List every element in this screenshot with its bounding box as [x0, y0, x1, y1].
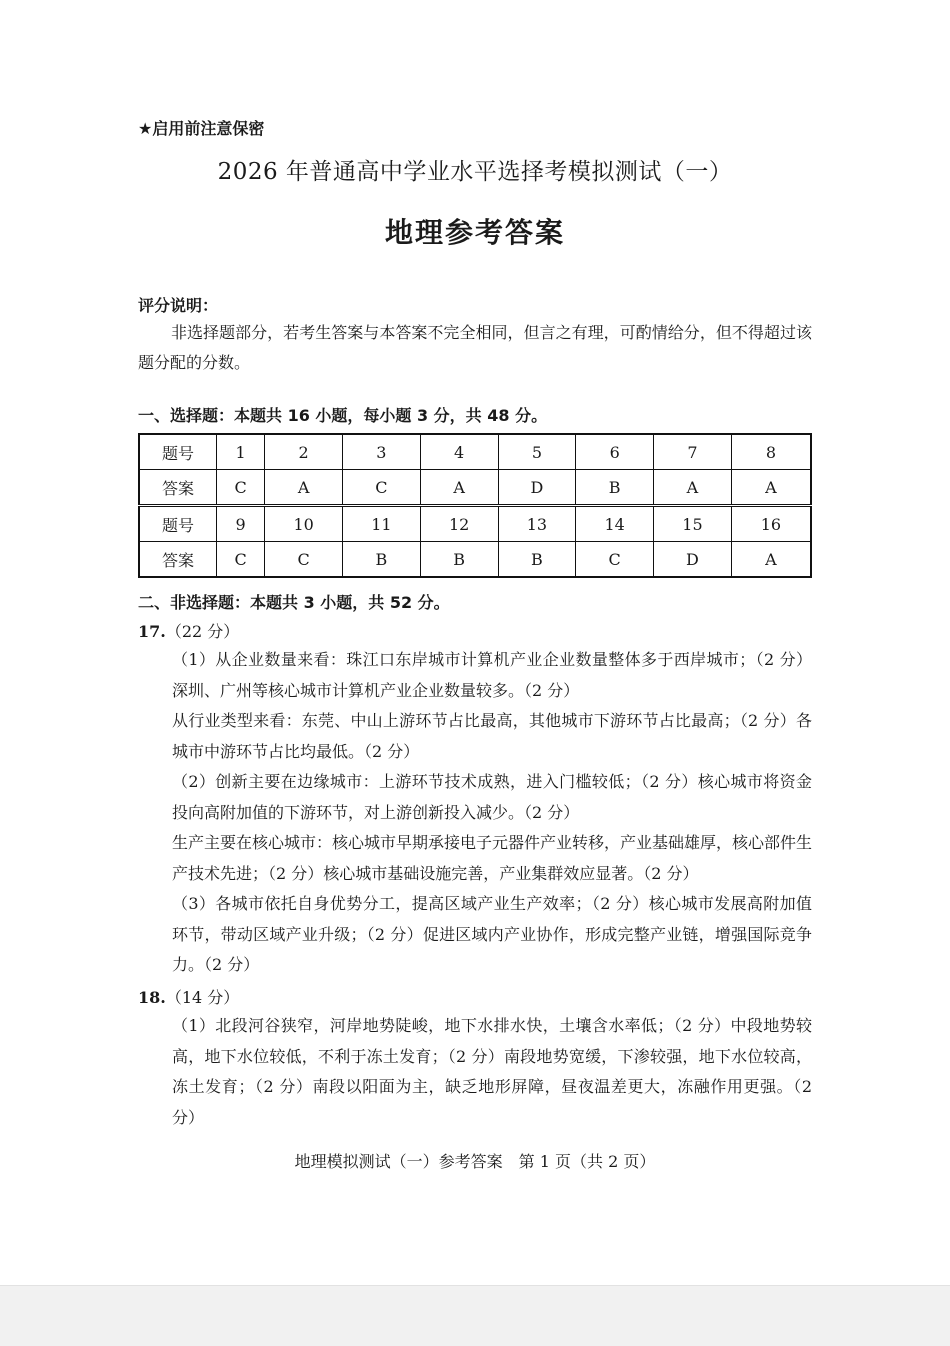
table-row — [139, 434, 811, 470]
page-footer: 地理模拟测试（一）参考答案 第 1 页（共 2 页） — [294, 1152, 656, 1171]
answer-cell: A — [654, 470, 732, 506]
grading-heading: 评分说明： — [138, 296, 219, 315]
question-17-header — [138, 619, 239, 642]
row-label: 答案 — [139, 470, 217, 506]
question-18-header — [138, 985, 239, 1008]
answer-cell: B — [576, 470, 654, 506]
viewer-bottom-strip — [0, 1285, 950, 1346]
answer-paragraph: 生产主要在核心城市：核心城市早期承接电子元器件产业转移，产业基础雄厚，核心部件生产技术先进；（2 分）核心城市基础设施完善，产业集群效应显著。（2 分） — [172, 833, 813, 883]
answer-cell: A — [265, 470, 343, 506]
row-label: 题号 — [139, 434, 217, 470]
question-number: 3 — [343, 434, 421, 470]
table-row — [139, 506, 811, 542]
question-points: （14 分） — [165, 988, 240, 1007]
question-number: 10 — [265, 506, 343, 542]
grading-instructions: 非选择题部分，若考生答案与本答案不完全相同，但言之有理，可酌情给分，但不得超过该题分配的分数。 — [138, 323, 812, 372]
question-number: 15 — [654, 506, 732, 542]
answer-cell: A — [731, 542, 811, 578]
confidential-notice: ★启用前注意保密 — [138, 119, 265, 138]
answer-cell: C — [576, 542, 654, 578]
question-number: 13 — [498, 506, 576, 542]
answer-cell: B — [420, 542, 498, 578]
question-number: 18. — [138, 988, 166, 1007]
question-number: 8 — [731, 434, 811, 470]
question-number: 4 — [420, 434, 498, 470]
document-title: 地理参考答案 — [384, 216, 565, 249]
answer-cell: C — [217, 542, 265, 578]
answer-cell: B — [343, 542, 421, 578]
section2-heading: 二、非选择题：本题共 3 小题，共 52 分。 — [138, 593, 450, 612]
question-number: 5 — [498, 434, 576, 470]
answer-cell: A — [731, 470, 811, 506]
answer-cell: C — [343, 470, 421, 506]
question-number: 14 — [576, 506, 654, 542]
row-label: 答案 — [139, 542, 217, 578]
answer-paragraph: （1）北段河谷狭窄，河岸地势陡峻，地下水排水快，土壤含水率低；（2 分）中段地势较高，地下水位较低，不利于冻土发育；（2 分）南段地势宽缓，下渗较强，地下水位较高，冻土发育；（2 分）南段以阳面为主，缺乏地形屏障，昼夜温差更大，冻融作用更强。（2 分） — [172, 1016, 812, 1127]
section1-heading: 一、选择题：本题共 16 小题，每小题 3 分，共 48 分。 — [138, 406, 548, 425]
question-number: 9 — [217, 506, 265, 542]
answer-paragraph: 从行业类型来看：东莞、中山上游环节占比最高，其他城市下游环节占比最高；（2 分）各城市中游环节占比均最低。（2 分） — [172, 711, 812, 761]
question-number: 17. — [138, 622, 166, 641]
answer-cell: D — [654, 542, 732, 578]
answer-table — [138, 433, 812, 578]
table-row — [139, 470, 811, 506]
question-number: 16 — [731, 506, 811, 542]
answer-cell: A — [420, 470, 498, 506]
question-number: 2 — [265, 434, 343, 470]
question-points: （22 分） — [165, 622, 240, 641]
question-18-answer — [172, 1011, 812, 1133]
table-row — [139, 542, 811, 578]
answer-cell: D — [498, 470, 576, 506]
question-17-answer — [172, 645, 812, 981]
question-number: 6 — [576, 434, 654, 470]
answer-cell: C — [265, 542, 343, 578]
question-number: 7 — [654, 434, 732, 470]
row-label: 题号 — [139, 506, 217, 542]
answer-paragraph: （3）各城市依托自身优势分工，提高区域产业生产效率；（2 分）核心城市发展高附加值环节，带动区域产业升级；（2 分）促进区域内产业协作，形成完整产业链，增强国际竞争力。（2 分） — [172, 894, 812, 974]
answer-paragraph: （2）创新主要在边缘城市：上游环节技术成熟，进入门槛较低；（2 分）核心城市将资金投向高附加值的下游环节，对上游创新投入减少。（2 分） — [172, 772, 812, 822]
question-number: 11 — [343, 506, 421, 542]
exam-title: 2026 年普通高中学业水平选择考模拟测试（一） — [217, 159, 733, 185]
answer-paragraph: （1）从企业数量来看：珠江口东岸城市计算机产业企业数量整体多于西岸城市；（2 分）深圳、广州等核心城市计算机产业企业数量较多。（2 分） — [172, 650, 812, 700]
answer-cell: C — [217, 470, 265, 506]
question-number: 1 — [217, 434, 265, 470]
question-number: 12 — [420, 506, 498, 542]
answer-cell: B — [498, 542, 576, 578]
